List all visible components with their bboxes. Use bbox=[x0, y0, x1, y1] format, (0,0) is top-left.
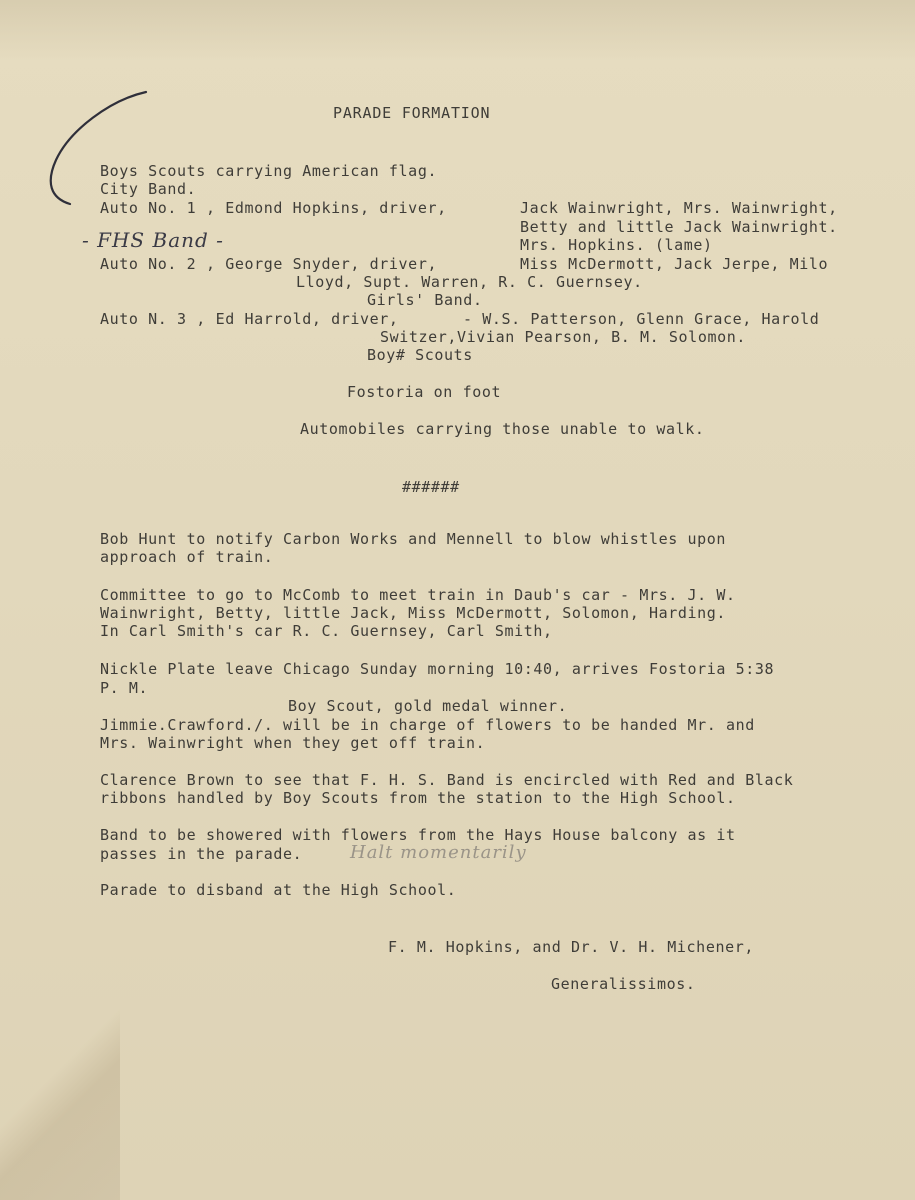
auto2-passengers-1: Miss McDermott, Jack Jerpe, Milo bbox=[520, 255, 829, 273]
auto1-passengers-2: Betty and little Jack Wainwright. bbox=[520, 218, 838, 236]
ribbons-line-1: Clarence Brown to see that F. H. S. Band is encircled with Red and Black bbox=[100, 771, 794, 789]
balcony-line-1: Band to be showered with flowers from the Hays House balcony as it bbox=[100, 826, 736, 844]
ribbons-line-2: ribbons handled by Boy Scouts from the station to the High School. bbox=[100, 789, 736, 807]
whistle-line-2: approach of train. bbox=[100, 548, 274, 566]
signature-names: F. M. Hopkins, and Dr. V. H. Michener, bbox=[388, 938, 754, 956]
auto3-driver: Auto N. 3 , Ed Harrold, driver, bbox=[100, 310, 399, 328]
handwritten-fhs-band: - FHS Band - bbox=[82, 228, 224, 252]
girls-band: Girls' Band. bbox=[367, 291, 483, 309]
whistle-line-1: Bob Hunt to notify Carbon Works and Mennell to blow whistles upon bbox=[100, 530, 726, 548]
boy-scouts: Boy# Scouts bbox=[367, 346, 473, 364]
auto2-passengers-2: Lloyd, Supt. Warren, R. C. Guernsey. bbox=[296, 273, 643, 291]
separator: ###### bbox=[402, 478, 460, 496]
balcony-line-2: passes in the parade. bbox=[100, 845, 303, 863]
train-line-1: Nickle Plate leave Chicago Sunday morning 10:40, arrives Fostoria 5:38 bbox=[100, 660, 775, 678]
auto1-passengers-3: Mrs. Hopkins. (lame) bbox=[520, 236, 713, 254]
document-title: PARADE FORMATION bbox=[333, 104, 491, 122]
train-line-2: P. M. bbox=[100, 679, 149, 697]
formation-line-scouts: Boys Scouts carrying American flag. bbox=[100, 162, 438, 180]
committee-line-3: In Carl Smith's car R. C. Guernsey, Carl Smith, bbox=[100, 622, 553, 640]
automobiles-line: Automobiles carrying those unable to walk. bbox=[300, 420, 705, 438]
auto1-driver: Auto No. 1 , Edmond Hopkins, driver, bbox=[100, 199, 447, 217]
disband-line: Parade to disband at the High School. bbox=[100, 881, 457, 899]
flowers-line-1: Jimmie.Crawford./. will be in charge of flowers to be handed Mr. and bbox=[100, 716, 755, 734]
auto3-passengers-1: - W.S. Patterson, Glenn Grace, Harold bbox=[463, 310, 820, 328]
auto2-driver: Auto No. 2 , George Snyder, driver, bbox=[100, 255, 438, 273]
committee-line-2: Wainwright, Betty, little Jack, Miss McDermott, Solomon, Harding. bbox=[100, 604, 726, 622]
auto3-passengers-2: Switzer,Vivian Pearson, B. M. Solomon. bbox=[380, 328, 746, 346]
signature-role: Generalissimos. bbox=[551, 975, 696, 993]
formation-line-band: City Band. bbox=[100, 180, 197, 198]
auto1-passengers-1: Jack Wainwright, Mrs. Wainwright, bbox=[520, 199, 838, 217]
handwritten-halt-note: Halt momentarily bbox=[350, 842, 527, 863]
scout-insert: Boy Scout, gold medal winner. bbox=[288, 697, 568, 715]
flowers-line-2: Mrs. Wainwright when they get off train. bbox=[100, 734, 486, 752]
committee-line-1: Committee to go to McComb to meet train in Daub's car - Mrs. J. W. bbox=[100, 586, 736, 604]
fostoria-on-foot: Fostoria on foot bbox=[347, 383, 502, 401]
